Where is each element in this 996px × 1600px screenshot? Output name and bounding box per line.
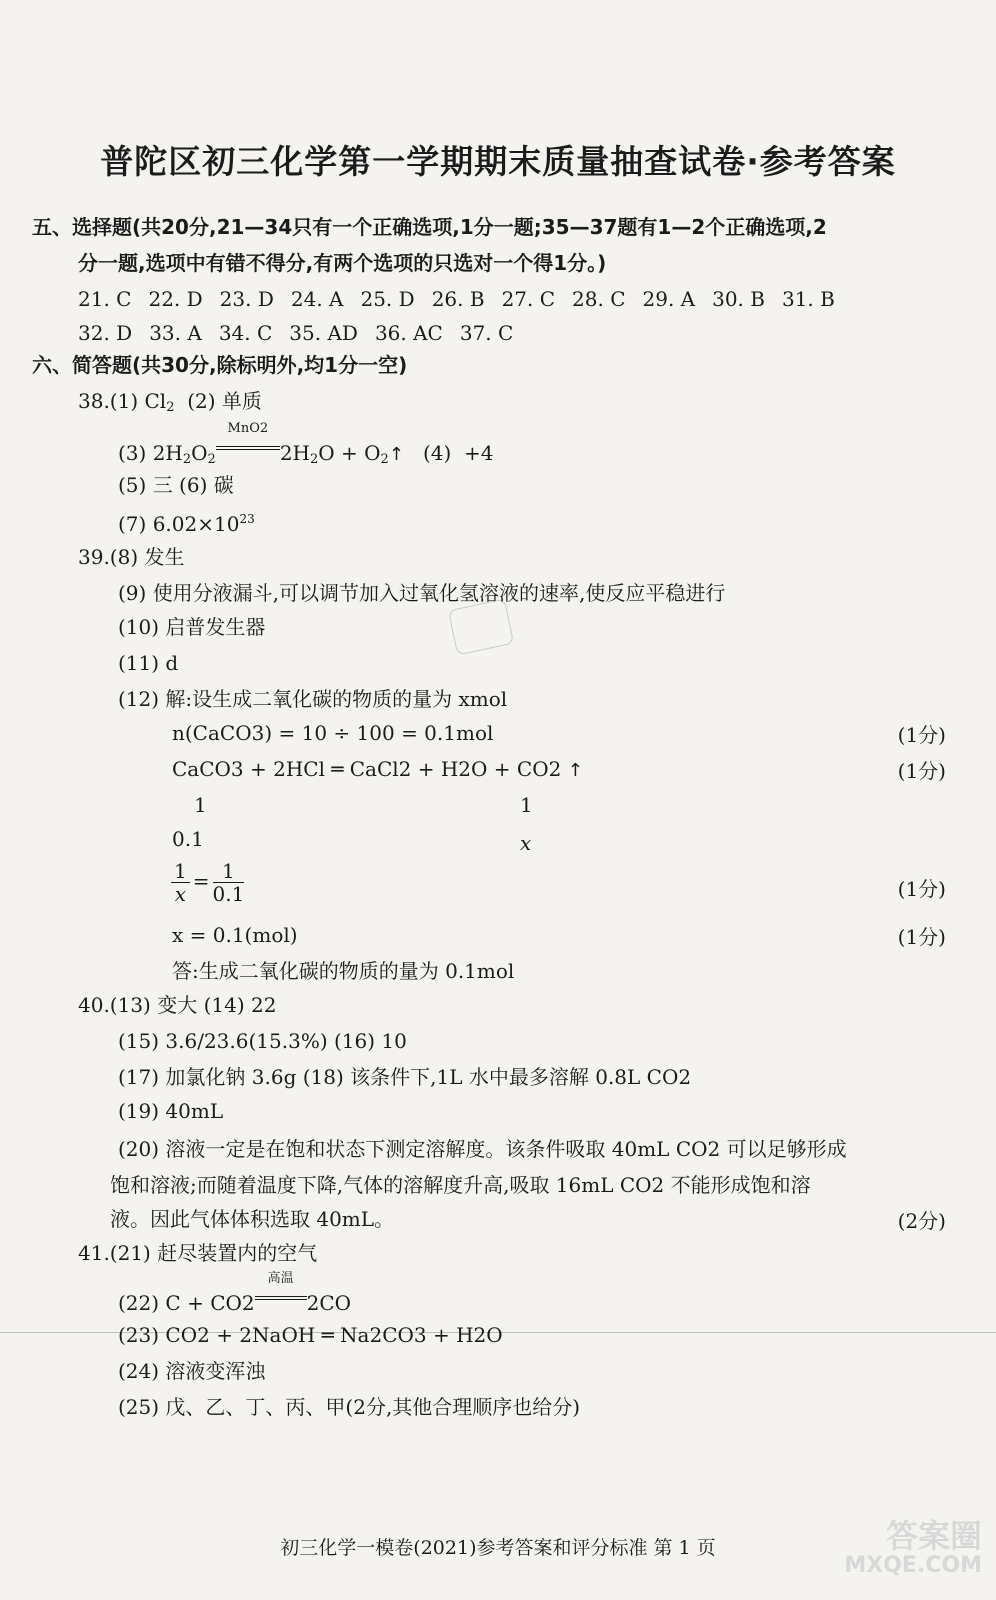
stamp-mark <box>448 598 514 655</box>
mcq-answer: 28. C <box>572 287 626 311</box>
q38-part1: 38.(1) Cl <box>78 389 167 413</box>
eq-product-a: 2H <box>279 441 310 465</box>
section5-desc2: 分一题,选项中有错不得分,有两个选项的只选对一个得1分。) <box>78 251 607 275</box>
eq-reactants: (22) C + CO2 <box>118 1291 255 1315</box>
proportion-equation <box>168 860 247 905</box>
mcq-answers-row1 <box>78 286 852 312</box>
q38-line3: (5) 三 (6) 碳 <box>118 473 234 497</box>
q41-line3: (23) CO2 + 2NaOH ═ Na2CO3 + H2O <box>118 1323 503 1347</box>
q40-line5: (20) 溶液一定是在饱和状态下测定溶解度。该条件吸取 40mL CO2 可以足够形成 <box>118 1137 847 1161</box>
gas-arrow-icon: ↑ <box>388 444 404 465</box>
score-label: (1分) <box>897 759 946 783</box>
eq-product: 2CO <box>306 1291 352 1315</box>
denominator: x <box>174 882 186 906</box>
equal-sign <box>255 1296 307 1300</box>
mcq-answer: 36. AC <box>374 321 443 345</box>
q39-line2: (9) 使用分液漏斗,可以调节加入过氧化氢溶液的速率,使反应平稳进行 <box>118 581 726 605</box>
mcq-answer: 29. A <box>642 287 696 311</box>
mcq-answer: 27. C <box>501 287 556 311</box>
fraction-right <box>213 860 245 905</box>
section6-desc: (共30分,除标明外,均1分一空) <box>132 353 408 377</box>
exponent: 23 <box>239 512 255 526</box>
mcq-answer: 32. D <box>78 321 133 345</box>
eq-sub: 2 <box>310 452 319 467</box>
q41-line4: (24) 溶液变浑浊 <box>118 1359 266 1383</box>
q39-line3: (10) 启普发生器 <box>118 615 266 639</box>
eq-h2o2-a: (3) 2H <box>118 441 183 465</box>
mcq-answer: 22. D <box>148 287 203 311</box>
q38-line4 <box>118 506 255 537</box>
section5-desc1: (共20分,21—34只有一个正确选项,1分一题;35—37题有1—2个正确选项,2 <box>132 215 827 239</box>
eq-h2o2-b: O <box>191 441 208 465</box>
mcq-answer: 33. A <box>149 321 202 345</box>
caco3-equation: CaCO3 + 2HCl ═ CaCl2 + H2O + CO2 <box>172 757 562 781</box>
watermark-text: 答案圈 <box>885 1517 982 1555</box>
ratio-bottom-right: x <box>520 831 532 855</box>
q38-line2-equation <box>118 421 494 473</box>
score-label: (1分) <box>897 877 946 901</box>
q40-line6: 饱和溶液;而随着温度下降,气体的溶解度升高,吸取 16mL CO2 不能形成饱和溶 <box>110 1173 811 1197</box>
mcq-answer: 23. D <box>219 287 274 311</box>
mcq-answer: 26. B <box>431 287 485 311</box>
q41-line1: 41.(21) 赶尽装置内的空气 <box>78 1241 318 1265</box>
reaction-condition <box>255 1271 307 1310</box>
watermark-url: MXQE.COM <box>844 1553 982 1578</box>
section5-heading: 五、选择题 <box>32 215 132 239</box>
eq-sub: 2 <box>182 452 192 467</box>
denominator: 0.1 <box>212 882 245 906</box>
q39-line4: (11) d <box>118 651 179 675</box>
q39-result: x = 0.1(mol) <box>172 923 298 947</box>
mcq-answer: 34. C <box>218 321 273 345</box>
q39-equation <box>172 756 583 784</box>
q39-moles-calc: n(CaCO3) = 10 ÷ 100 = 0.1mol <box>172 721 494 745</box>
q39-line5: (12) 解:设生成二氧化碳的物质的量为 xmol <box>118 687 508 711</box>
q41-line2 <box>118 1271 352 1316</box>
numerator: 1 <box>171 860 190 883</box>
condition-label: 高温 <box>267 1271 294 1286</box>
q39-answer: 答:生成二氧化碳的物质的量为 0.1mol <box>172 959 515 983</box>
catalyst-label: MnO2 <box>227 421 269 436</box>
gas-arrow-icon: ↑ <box>567 760 583 781</box>
mcq-answers-row2 <box>78 320 530 346</box>
mcq-answer: 30. B <box>712 287 765 311</box>
numerator: 1 <box>213 860 245 883</box>
page-title: 普陀区初三化学第一学期期末质量抽查试卷·参考答案 <box>100 142 896 181</box>
mcq-answer: 25. D <box>360 287 415 311</box>
equal-sign <box>216 446 280 450</box>
section6-heading: 六、简答题 <box>32 353 132 377</box>
q38-part4: (4) +4 <box>403 441 494 465</box>
ratio-top-left: 1 <box>194 793 207 817</box>
q41-line5: (25) 戊、乙、丁、丙、甲(2分,其他合理顺序也给分) <box>118 1395 581 1419</box>
mcq-answer: 31. B <box>781 287 835 311</box>
section5-line1 <box>32 214 827 240</box>
equals: = <box>192 869 210 893</box>
q40-line1: 40.(13) 变大 (14) 22 <box>78 993 277 1017</box>
q40-line7: 液。因此气体体积选取 40mL。 <box>110 1207 395 1231</box>
avogadro: (7) 6.02×10 <box>118 512 240 536</box>
eq-product-b: O + O <box>318 441 381 465</box>
q40-line3: (17) 加氯化钠 3.6g (18) 该条件下,1L 水中最多溶解 0.8L CO2 <box>118 1065 692 1089</box>
ratio-top-right: 1 <box>520 793 533 817</box>
mcq-answer: 21. C <box>78 287 132 311</box>
score-label: (2分) <box>897 1209 946 1233</box>
eq-sub: 2 <box>207 452 216 467</box>
page-footer: 初三化学一模卷(2021)参考答案和评分标准 第 1 页 <box>280 1537 716 1559</box>
reaction-condition <box>216 421 280 460</box>
q40-line2: (15) 3.6/23.6(15.3%) (16) 10 <box>118 1029 407 1053</box>
q40-line4: (19) 40mL <box>118 1099 224 1123</box>
q39-line1: 39.(8) 发生 <box>78 545 185 569</box>
q38-sub: 2 <box>166 400 175 415</box>
section6-line <box>32 352 407 378</box>
q38-part2: (2) 单质 <box>174 389 262 413</box>
mcq-answer: 24. A <box>290 287 344 311</box>
watermark-logo <box>844 1518 982 1578</box>
mcq-answer: 35. AD <box>289 321 358 345</box>
fraction-left <box>171 860 190 905</box>
score-label: (1分) <box>897 925 946 949</box>
score-label: (1分) <box>897 723 946 747</box>
ratio-bottom-left: 0.1 <box>172 827 204 851</box>
q38-line1 <box>78 388 262 421</box>
mcq-answer: 37. C <box>459 321 514 345</box>
eq-sub: 2 <box>380 452 389 467</box>
